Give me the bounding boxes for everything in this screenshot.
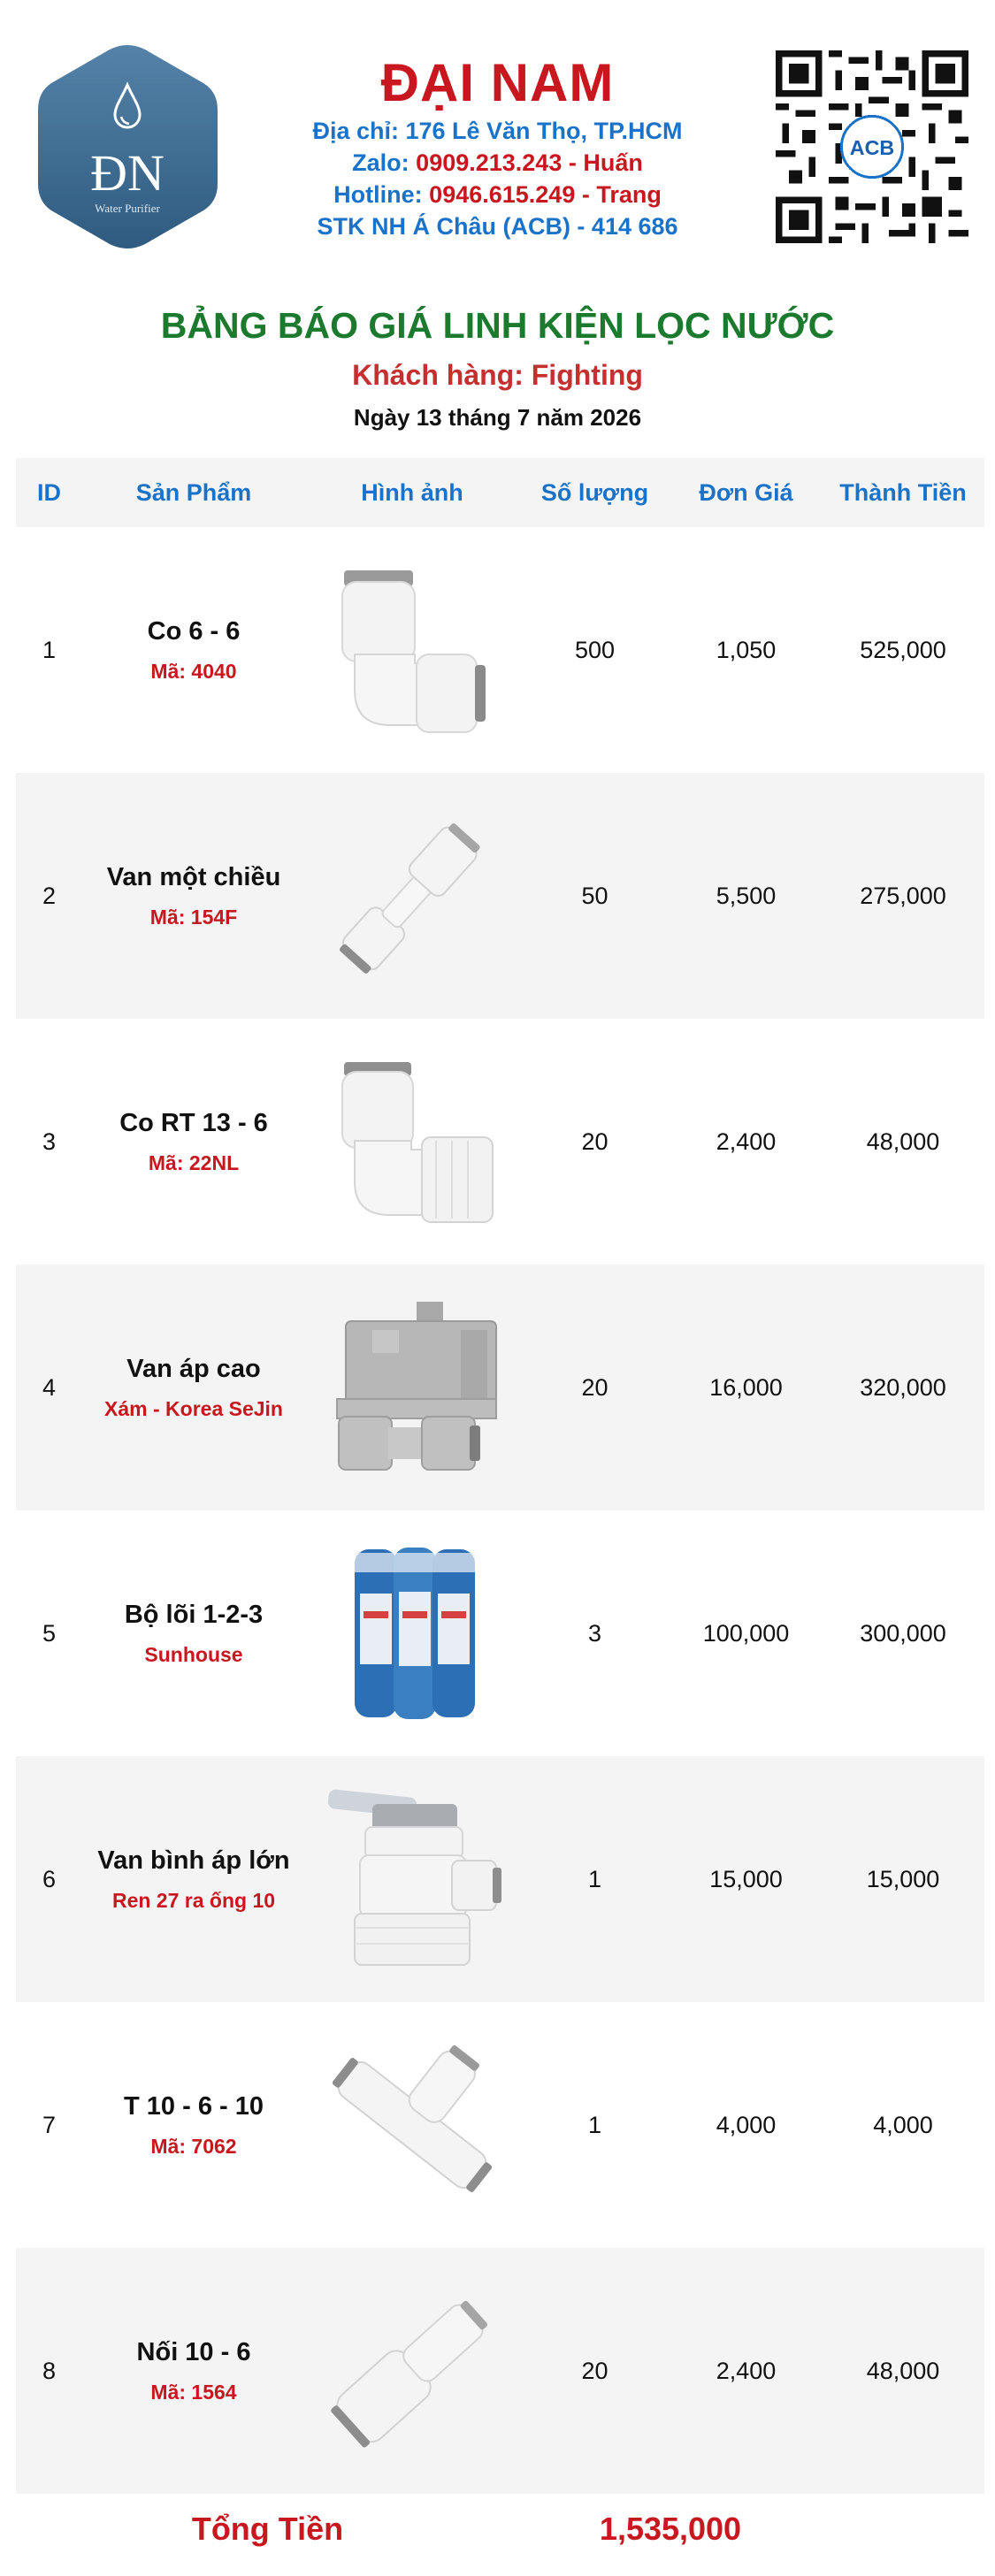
product-image-cell	[305, 2278, 519, 2464]
threaded-elbow-icon	[319, 1049, 505, 1234]
line-total: 320,000	[860, 1373, 946, 1401]
table-row	[16, 527, 984, 773]
address: Địa chỉ: 176 Lê Văn Thọ, TP.HCM	[312, 118, 683, 144]
unit-price: 2,400	[716, 1127, 777, 1155]
product-name: Van áp cao	[126, 1355, 261, 1383]
product-code: Mã: 22NL	[148, 1151, 240, 1174]
product-cell	[82, 2089, 305, 2161]
line-total: 48,000	[866, 2357, 940, 2384]
quote-table	[16, 458, 984, 2494]
product-name: T 10 - 6 - 10	[124, 2092, 264, 2121]
product-name: Van một chiều	[106, 863, 281, 891]
product-cell	[82, 1843, 305, 1915]
product-image-cell	[305, 1540, 519, 1726]
product-cell	[82, 2335, 305, 2407]
column-header-id: ID	[37, 478, 61, 506]
column-header-quantity: Số lượng	[540, 478, 649, 506]
line-total: 525,000	[860, 636, 946, 663]
unit-price: 16,000	[709, 1373, 783, 1401]
hotline-value: 0946.615.249 - Trang	[429, 181, 662, 208]
row-id: 4	[42, 1373, 57, 1401]
row-id: 6	[42, 1865, 57, 1892]
product-image-cell	[305, 1295, 519, 1480]
quantity: 1	[587, 1865, 602, 1892]
quantity: 3	[587, 1619, 602, 1647]
tank-valve-icon	[319, 1786, 505, 1972]
row-id: 7	[42, 2111, 57, 2138]
table-row	[16, 2002, 984, 2248]
grand-total	[16, 2494, 984, 2565]
product-name: Co RT 13 - 6	[119, 1109, 268, 1137]
bank-account: STK NH Á Châu (ACB) - 414 686	[317, 213, 678, 240]
table-row	[16, 2248, 984, 2494]
qr-code-icon	[776, 50, 968, 243]
line-total: 300,000	[860, 1619, 946, 1647]
line-total: 4,000	[873, 2111, 933, 2138]
reducer-fitting-icon	[319, 2278, 505, 2464]
product-image-cell	[305, 557, 519, 743]
product-image-cell	[305, 1786, 519, 1972]
quantity: 500	[574, 636, 616, 663]
unit-price: 1,050	[716, 636, 777, 663]
table-row	[16, 1510, 984, 1756]
logo-letters: ĐN	[90, 144, 165, 202]
product-name: Van bình áp lớn	[97, 1846, 290, 1875]
table-row	[16, 1265, 984, 1510]
document-date: Ngày 13 tháng 7 năm 2026	[353, 404, 642, 431]
product-code: Xám - Korea SeJin	[104, 1397, 283, 1420]
zalo-label: Zalo:	[352, 149, 409, 176]
product-cell	[82, 1351, 305, 1424]
product-code: Mã: 7062	[150, 2135, 237, 2158]
product-cell	[82, 1597, 305, 1670]
product-code: Mã: 1564	[150, 2381, 237, 2404]
unit-price: 5,500	[716, 882, 777, 909]
elbow-fitting-icon	[319, 557, 505, 743]
product-image-cell	[305, 1049, 519, 1234]
column-header-product: Sản Phẩm	[135, 478, 252, 506]
filter-cartridges-icon	[319, 1540, 505, 1726]
company-name: ĐẠI NAM	[380, 53, 615, 112]
line-total: 275,000	[860, 882, 946, 909]
document-heading	[0, 301, 995, 435]
unit-price: 2,400	[716, 2357, 777, 2384]
product-code: Mã: 154F	[149, 906, 238, 929]
quantity: 20	[581, 1373, 608, 1401]
hotline-label: Hotline:	[333, 181, 423, 208]
product-image-cell	[305, 2032, 519, 2218]
product-name: Nối 10 - 6	[136, 2338, 251, 2366]
column-header-unit-price: Đơn Giá	[699, 478, 793, 506]
tee-fitting-icon	[319, 2032, 505, 2218]
unit-price: 4,000	[716, 2111, 777, 2138]
row-id: 1	[42, 636, 57, 663]
unit-price: 100,000	[702, 1619, 790, 1647]
row-id: 5	[42, 1619, 57, 1647]
product-code: Mã: 4040	[150, 660, 237, 683]
pressure-switch-icon	[319, 1295, 505, 1480]
column-header-total: Thành Tiền	[839, 478, 967, 506]
quantity: 20	[581, 2357, 608, 2384]
check-valve-icon	[319, 803, 505, 989]
customer-name: Khách hàng: Fighting	[352, 359, 643, 391]
grand-total-label: Tổng Tiền	[191, 2511, 344, 2547]
header	[0, 0, 995, 274]
table-row	[16, 1019, 984, 1265]
product-code: Sunhouse	[144, 1643, 243, 1666]
row-id: 3	[42, 1127, 57, 1155]
document-title: BẢNG BÁO GIÁ LINH KIỆN LỌC NƯỚC	[160, 305, 835, 346]
product-cell	[82, 614, 305, 686]
product-image-cell	[305, 803, 519, 989]
logo-tagline: Water Purifier	[95, 202, 160, 215]
line-total: 15,000	[866, 1865, 940, 1892]
table-row	[16, 1756, 984, 2002]
product-cell	[82, 1105, 305, 1178]
table-row	[16, 773, 984, 1019]
table-header	[16, 458, 984, 527]
quantity: 20	[581, 1127, 608, 1155]
zalo-value: 0909.213.243 - Huấn	[416, 149, 643, 176]
line-total: 48,000	[866, 1127, 940, 1155]
product-name: Bộ lõi 1-2-3	[124, 1601, 264, 1629]
column-header-image: Hình ảnh	[361, 478, 463, 506]
quantity: 1	[587, 2111, 602, 2138]
grand-total-amount: 1,535,000	[599, 2511, 742, 2547]
row-id: 2	[42, 882, 57, 909]
product-name: Co 6 - 6	[147, 617, 241, 646]
row-id: 8	[42, 2357, 57, 2384]
svg-text:ACB: ACB	[849, 136, 895, 160]
unit-price: 15,000	[709, 1865, 783, 1892]
product-cell	[82, 860, 305, 932]
product-code: Ren 27 ra ống 10	[111, 1889, 276, 1912]
quantity: 50	[581, 882, 608, 909]
